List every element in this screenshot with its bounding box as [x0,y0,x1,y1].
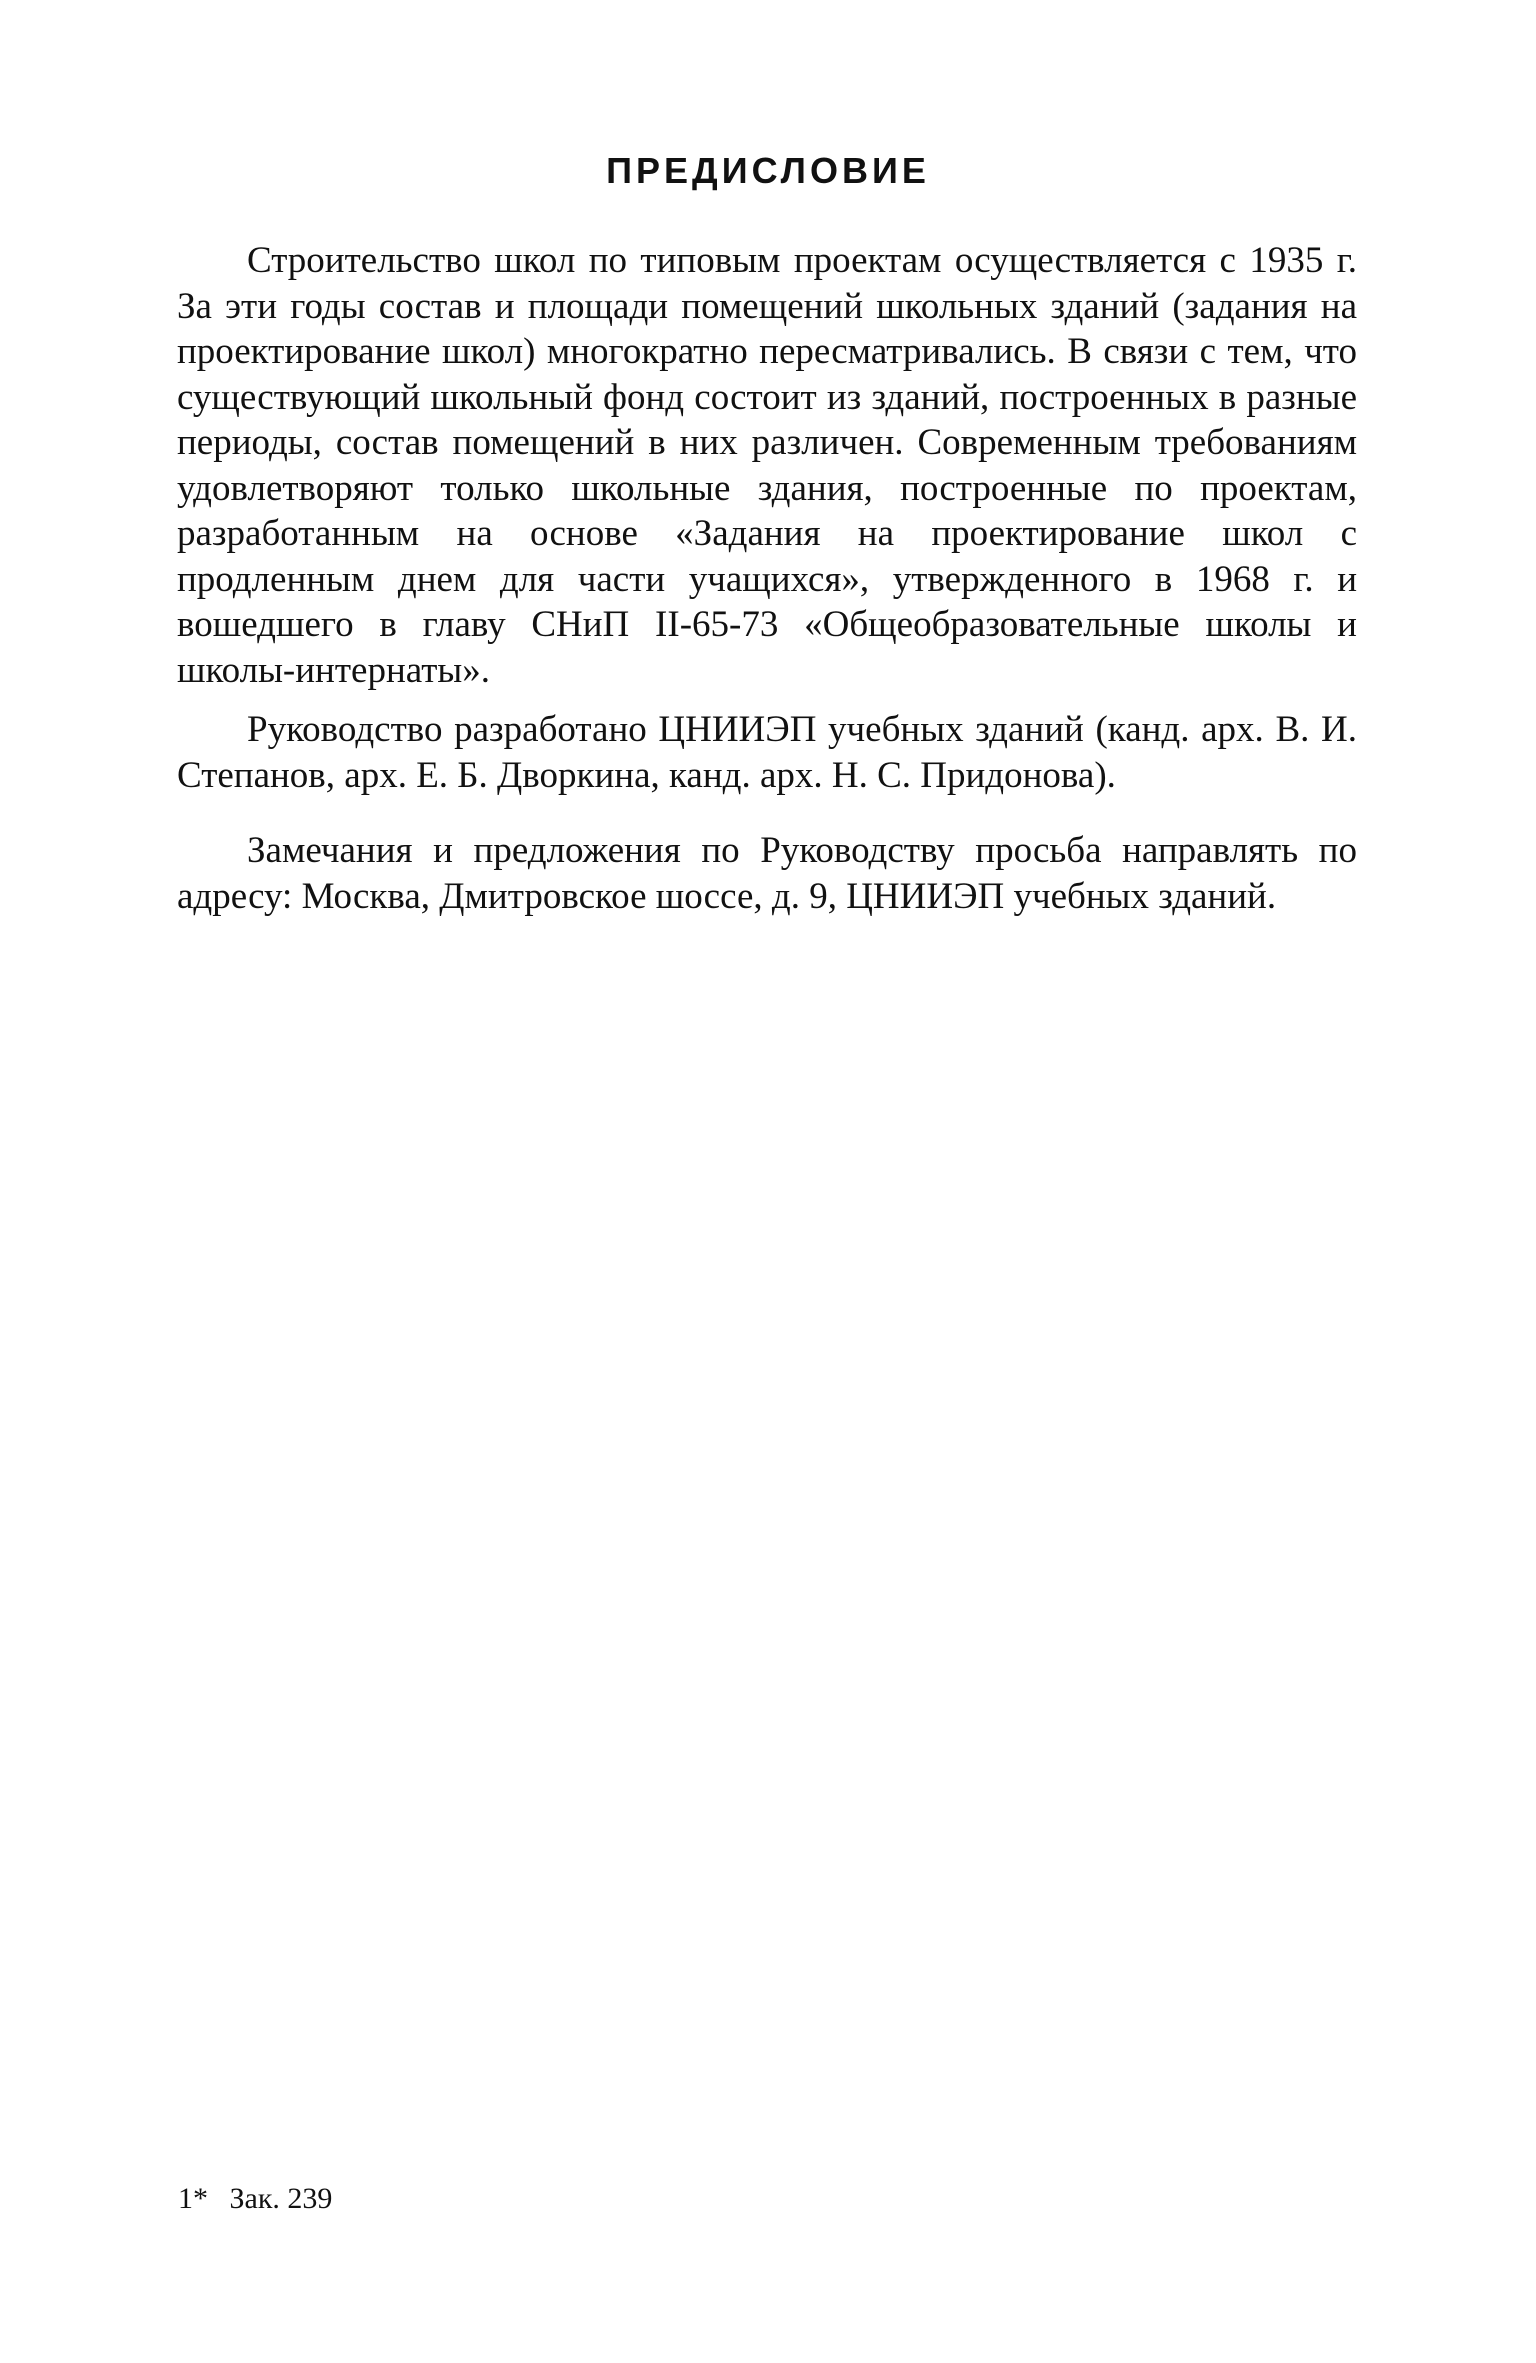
paragraph-contact: Замечания и предложения по Руководству просьба направлять по адресу: Москва, Дмитровское шоссе, д. 9, ЦНИИЭП учебных зданий. [177,830,1357,917]
order-number: Зак. 239 [229,2182,333,2215]
sheet-mark: 1* [178,2182,208,2215]
page-title: ПРЕДИСЛОВИЕ [606,150,930,191]
paragraph-history: Строительство школ по типовым проектам осуществляется с 1935 г. За эти годы состав и площади помещений школьных зданий (задания на проектирование школ) многократно пересматривались. В связи с тем, что существующий школьный фонд состоит из зданий, построенных в разные периоды, состав помещений в них различен. Современным требованиям удовлетворяют только школьные здания, построенные по проектам, разработанным на основе «Задания на проектирование школ с продленным днем для части учащихся», утвержденного в 1968 г. и вошедшего в главу СНиП II-65-73 «Общеобразовательные школы и школы-интернаты». [177,240,1357,691]
page-footer [178,2182,346,2216]
paragraph-authors: Руководство разработано ЦНИИЭП учебных зданий (канд. арх. В. И. Степанов, арх. Е. Б. Дворкина, канд. арх. Н. С. Придонова). [177,709,1357,796]
